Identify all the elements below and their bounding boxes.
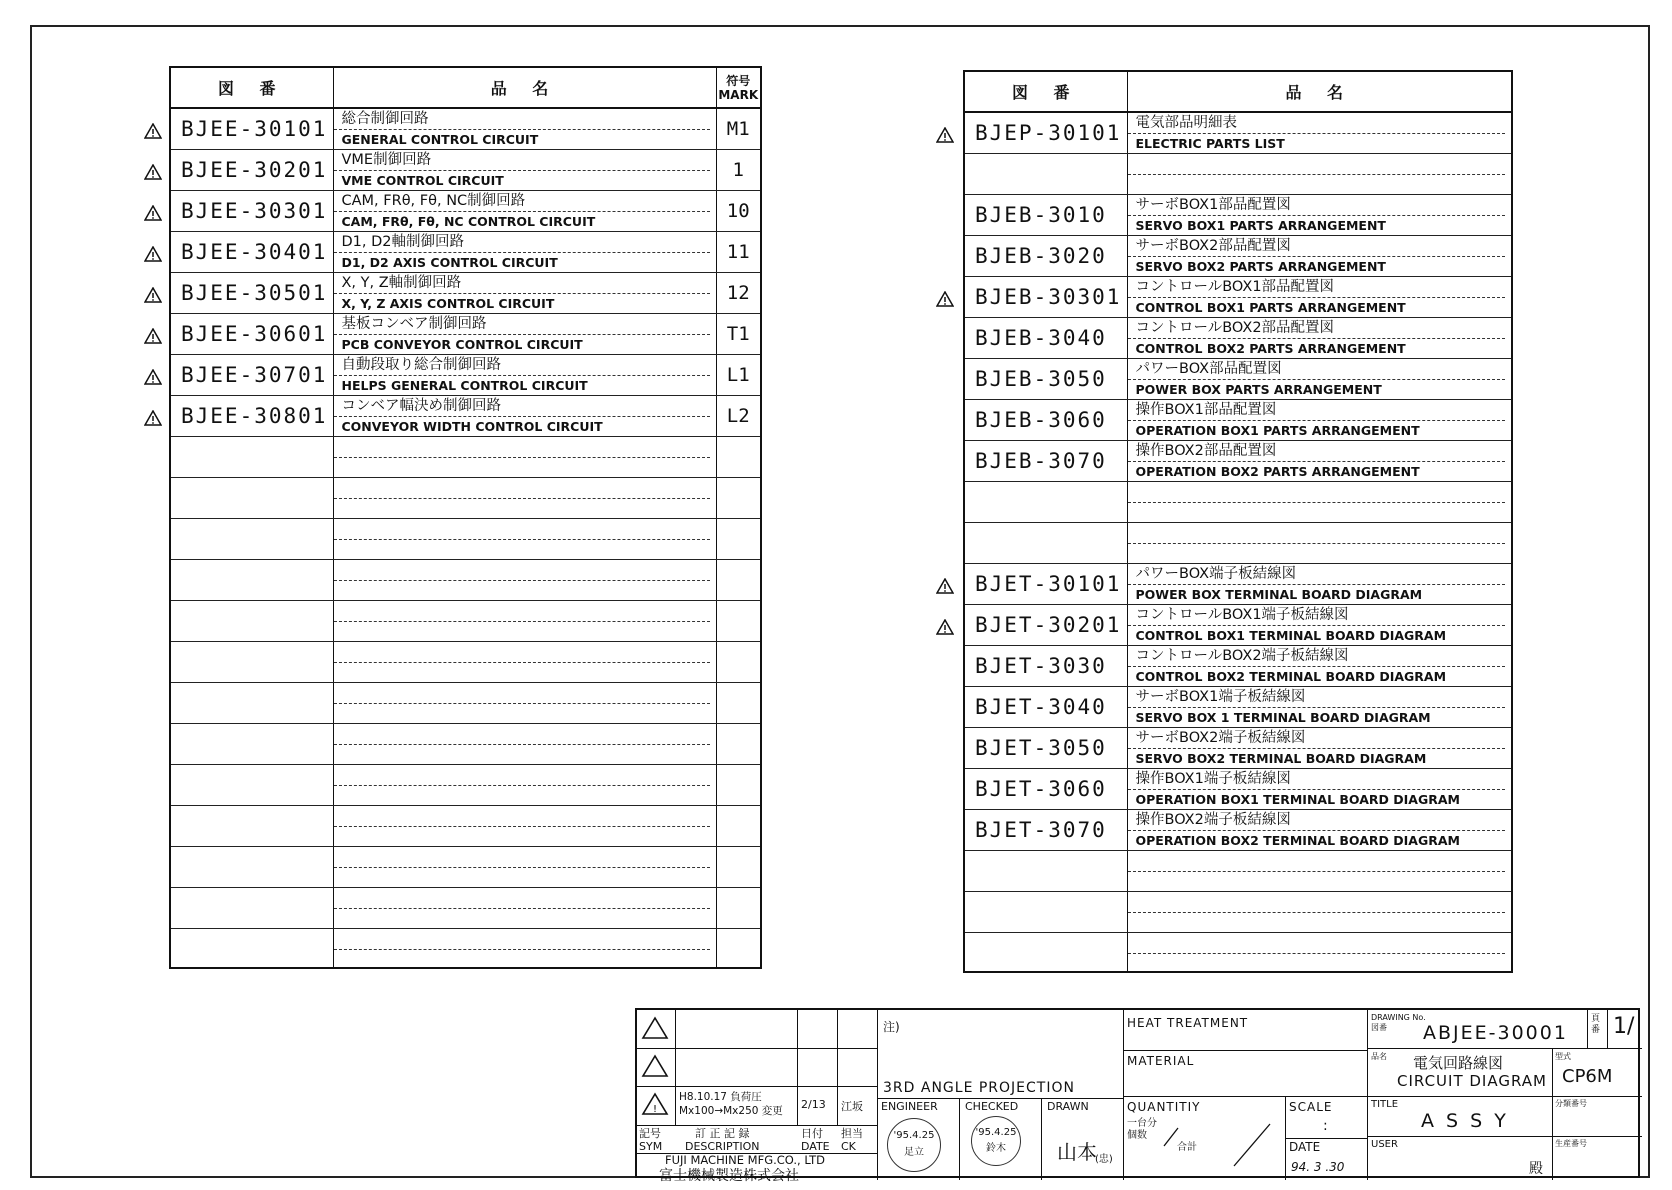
- item-name-jp: [334, 519, 710, 540]
- drawing-number: BJET-3050: [965, 728, 1127, 769]
- table-row: [965, 482, 1511, 523]
- item-name-jp: 操作BOX2部品配置図: [1128, 441, 1506, 462]
- item-name: [333, 437, 716, 478]
- table-row: [965, 564, 1511, 605]
- item-name-jp: [1128, 851, 1506, 872]
- item-name-jp: CAM, FRθ, Fθ, NC制御回路: [334, 191, 710, 212]
- table-row: [171, 108, 760, 150]
- item-name-jp: [334, 929, 710, 950]
- drawing-number: [965, 933, 1127, 974]
- item-name-en: OPERATION BOX2 PARTS ARRANGEMENT: [1135, 464, 1420, 479]
- model-value: CP6M: [1562, 1066, 1613, 1087]
- drawing-number: [965, 523, 1127, 564]
- item-name-en: GENERAL CONTROL CIRCUIT: [341, 132, 539, 147]
- quantity-total-label: 合計: [1177, 1142, 1197, 1153]
- drawing-number: BJEP-30101: [965, 112, 1127, 154]
- item-name-jp: 操作BOX1部品配置図: [1128, 400, 1506, 421]
- user-suffix: 殿: [1529, 1161, 1543, 1177]
- drawing-number: [171, 437, 333, 478]
- left-drawing-list: [169, 66, 762, 969]
- item-name-en: [1128, 954, 1512, 973]
- table-row: [171, 150, 760, 191]
- drawn-signature: 山本: [1057, 1140, 1097, 1164]
- item-name-en: [334, 581, 716, 600]
- drawing-number: ABJEE-30001: [1423, 1022, 1568, 1044]
- item-name: [1127, 851, 1511, 892]
- item-name-jp: [1128, 892, 1506, 913]
- table-row: [965, 359, 1511, 400]
- item-name-en: CAM, FRθ, Fθ, NC CONTROL CIRCUIT: [341, 214, 596, 229]
- table-row: [965, 318, 1511, 359]
- table-row: [171, 642, 760, 683]
- item-name-en: OPERATION BOX2 TERMINAL BOARD DIAGRAM: [1135, 833, 1460, 848]
- drawing-name-jp: 電気回路線図: [1413, 1054, 1504, 1072]
- revision-symbol-icon: [641, 1092, 669, 1119]
- item-mark: 11: [716, 232, 760, 273]
- item-name-en: SERVO BOX2 PARTS ARRANGEMENT: [1135, 259, 1386, 274]
- revision-warning-icon: [144, 410, 162, 426]
- check-label: 担当 CK: [841, 1127, 863, 1153]
- table-row: [171, 191, 760, 232]
- table-row: [171, 437, 760, 478]
- item-name-en: SERVO BOX2 TERMINAL BOARD DIAGRAM: [1135, 751, 1427, 766]
- item-mark: 10: [716, 191, 760, 232]
- revision-symbol-icon: [641, 1054, 669, 1081]
- drawing-number: BJEE-30101: [171, 108, 333, 150]
- item-name-jp: パワーBOX部品配置図: [1128, 359, 1506, 380]
- item-name-en: OPERATION BOX1 PARTS ARRANGEMENT: [1135, 423, 1420, 438]
- table-row: [171, 806, 760, 847]
- quantity-sub-label: 一台分 個数: [1127, 1118, 1157, 1141]
- item-name: [1127, 564, 1511, 605]
- item-name-en: [334, 622, 716, 641]
- checked-stamp: '95.4.25 鈴木: [971, 1116, 1021, 1166]
- item-name-jp: コントロールBOX2端子板結線図: [1128, 646, 1506, 667]
- item-name-en: POWER BOX TERMINAL BOARD DIAGRAM: [1135, 587, 1423, 602]
- table-row: [965, 646, 1511, 687]
- item-name-jp: [1128, 523, 1506, 544]
- revision-warning-icon: [936, 619, 954, 635]
- item-name: [1127, 933, 1511, 974]
- drawing-number: BJEE-30401: [171, 232, 333, 273]
- item-name: [333, 108, 716, 150]
- drawing-number: BJEE-30801: [171, 396, 333, 437]
- item-name-en: [1128, 175, 1512, 194]
- table-row: [171, 601, 760, 642]
- description-label: 訂 正 記 録 DESCRIPTION: [685, 1127, 760, 1153]
- right-drawing-list: [963, 70, 1513, 973]
- item-name-jp: D1, D2軸制御回路: [334, 232, 710, 253]
- table-row: [965, 892, 1511, 933]
- item-name-jp: [334, 806, 710, 827]
- drawing-number: [171, 478, 333, 519]
- table-row: [171, 724, 760, 765]
- item-mark: 1: [716, 150, 760, 191]
- material-label: MATERIAL: [1127, 1054, 1195, 1068]
- quantity-label: QUANTITIY: [1127, 1100, 1201, 1114]
- header-drawing-no: 図 番: [171, 68, 333, 108]
- revision-warning-icon: [144, 287, 162, 303]
- item-name-jp: [334, 478, 710, 499]
- item-name: [333, 601, 716, 642]
- company-name-jp: 富士機械製造株式会社: [659, 1168, 799, 1184]
- item-name: [1127, 892, 1511, 933]
- item-name: [1127, 154, 1511, 195]
- revision-date: 2/13: [801, 1098, 826, 1111]
- item-name-en: [334, 499, 716, 518]
- sheet-number: 1/: [1613, 1014, 1635, 1039]
- drawing-number: BJEE-30201: [171, 150, 333, 191]
- table-row: [171, 232, 760, 273]
- item-name: [1127, 318, 1511, 359]
- drawing-number: [171, 806, 333, 847]
- engineer-stamp: '95.4.25 足立: [887, 1118, 941, 1172]
- item-name: [333, 724, 716, 765]
- drawing-number: BJET-3070: [965, 810, 1127, 851]
- model-label: 型式: [1555, 1052, 1571, 1061]
- table-row: [171, 273, 760, 314]
- company-name-en: FUJI MACHINE MFG.CO., LTD: [665, 1153, 826, 1167]
- drawing-number: BJET-30101: [965, 564, 1127, 605]
- item-mark: [716, 847, 760, 888]
- revision-warning-icon: [936, 127, 954, 143]
- revision-warning-icon: [936, 291, 954, 307]
- table-row: [171, 929, 760, 970]
- item-name: [1127, 646, 1511, 687]
- item-name-en: [1128, 872, 1512, 891]
- drawing-number: [171, 929, 333, 970]
- item-name-en: SERVO BOX1 PARTS ARRANGEMENT: [1135, 218, 1386, 233]
- item-name-en: [1128, 913, 1512, 932]
- item-name-en: CONTROL BOX2 TERMINAL BOARD DIAGRAM: [1135, 669, 1447, 684]
- title-label: TITLE: [1371, 1099, 1399, 1110]
- table-row: [965, 810, 1511, 851]
- item-name-jp: コントロールBOX1端子板結線図: [1128, 605, 1506, 626]
- drawing-number: [965, 154, 1127, 195]
- item-name-jp: コンベア幅決め制御回路: [334, 396, 710, 417]
- scale-value: :: [1323, 1118, 1328, 1134]
- drawing-number: BJEB-3020: [965, 236, 1127, 277]
- item-name-en: PCB CONVEYOR CONTROL CIRCUIT: [341, 337, 583, 352]
- revision-warning-icon: [144, 328, 162, 344]
- item-name-en: X, Y, Z AXIS CONTROL CIRCUIT: [341, 296, 555, 311]
- table-row: [171, 314, 760, 355]
- item-name-jp: [334, 560, 710, 581]
- item-name: [333, 355, 716, 396]
- revision-description: H8.10.17 負荷圧Mx100→Mx250 変更: [679, 1091, 783, 1117]
- item-name-jp: コントロールBOX1部品配置図: [1128, 277, 1506, 298]
- item-mark: [716, 601, 760, 642]
- revision-symbol-icon: [641, 1016, 669, 1043]
- item-mark: [716, 642, 760, 683]
- drawing-number: BJEB-3010: [965, 195, 1127, 236]
- item-name-en: [334, 827, 716, 846]
- name-jp-label: 品名: [1371, 1052, 1387, 1061]
- item-name: [333, 191, 716, 232]
- item-name: [1127, 277, 1511, 318]
- item-name: [1127, 482, 1511, 523]
- table-row: [171, 396, 760, 437]
- checked-label: CHECKED: [965, 1100, 1019, 1113]
- revision-warning-icon: [144, 164, 162, 180]
- drawing-number: [171, 642, 333, 683]
- svg-text:!: !: [652, 1104, 658, 1115]
- item-name-en: HELPS GENERAL CONTROL CIRCUIT: [341, 378, 588, 393]
- drawing-number: [171, 519, 333, 560]
- item-mark: T1: [716, 314, 760, 355]
- header-drawing-no: 図 番: [965, 72, 1127, 112]
- item-name: [1127, 359, 1511, 400]
- table-row: [171, 560, 760, 601]
- item-mark: [716, 560, 760, 601]
- item-mark: [716, 929, 760, 970]
- date-label: 日付 DATE: [801, 1127, 830, 1153]
- item-name: [1127, 687, 1511, 728]
- item-name-en: [334, 786, 716, 805]
- drawing-number: BJEB-3060: [965, 400, 1127, 441]
- item-name-jp: [1128, 933, 1506, 954]
- item-name-jp: 基板コンベア制御回路: [334, 314, 710, 335]
- drawing-number: BJET-3040: [965, 687, 1127, 728]
- drawing-number: BJET-3030: [965, 646, 1127, 687]
- item-name-jp: [334, 765, 710, 786]
- table-row: [965, 728, 1511, 769]
- drawing-name-en: CIRCUIT DIAGRAM: [1397, 1072, 1547, 1090]
- item-name: [1127, 523, 1511, 564]
- table-row: [965, 277, 1511, 318]
- drawing-number: [965, 482, 1127, 523]
- table-row: [171, 519, 760, 560]
- item-name-jp: サーボBOX2部品配置図: [1128, 236, 1506, 257]
- drawing-number: BJEB-30301: [965, 277, 1127, 318]
- item-name: [333, 806, 716, 847]
- item-mark: [716, 683, 760, 724]
- item-name-en: ELECTRIC PARTS LIST: [1135, 136, 1285, 151]
- item-name-jp: コントロールBOX2部品配置図: [1128, 318, 1506, 339]
- item-name: [1127, 236, 1511, 277]
- drawing-number: [171, 847, 333, 888]
- drawn-label: DRAWN: [1047, 1100, 1089, 1113]
- item-name-en: CONTROL BOX1 PARTS ARRANGEMENT: [1135, 300, 1406, 315]
- item-name: [1127, 195, 1511, 236]
- item-name: [333, 683, 716, 724]
- table-row: [965, 851, 1511, 892]
- item-name: [333, 560, 716, 601]
- item-name-en: [334, 540, 716, 559]
- sheet-label: 頁 番: [1591, 1014, 1601, 1035]
- drawing-number: [171, 765, 333, 806]
- item-name-en: [334, 704, 716, 723]
- item-name-en: [334, 745, 716, 764]
- item-name-jp: サーボBOX1部品配置図: [1128, 195, 1506, 216]
- date-value: 94. 3 .30: [1291, 1160, 1345, 1174]
- item-name: [1127, 810, 1511, 851]
- item-name: [1127, 769, 1511, 810]
- item-name-jp: 電気部品明細表: [1128, 113, 1506, 134]
- drawing-number: BJET-3060: [965, 769, 1127, 810]
- engineer-label: ENGINEER: [881, 1100, 938, 1113]
- item-name-en: [1128, 544, 1512, 563]
- revision-warning-icon: [936, 578, 954, 594]
- item-name: [333, 314, 716, 355]
- item-mark: [716, 765, 760, 806]
- revision-warning-icon: [144, 205, 162, 221]
- item-name-jp: 操作BOX1端子板結線図: [1128, 769, 1506, 790]
- item-name: [1127, 605, 1511, 646]
- item-name-jp: X, Y, Z軸制御回路: [334, 273, 710, 294]
- table-row: [965, 195, 1511, 236]
- item-name-jp: パワーBOX端子板結線図: [1128, 564, 1506, 585]
- revision-warning-icon: [144, 369, 162, 385]
- item-mark: [716, 724, 760, 765]
- drawing-number: [171, 560, 333, 601]
- production-label: 生産番号: [1555, 1139, 1587, 1148]
- item-name-en: CONVEYOR WIDTH CONTROL CIRCUIT: [341, 419, 603, 434]
- item-name-jp: 操作BOX2端子板結線図: [1128, 810, 1506, 831]
- drawing-number: BJEB-3040: [965, 318, 1127, 359]
- revision-warning-icon: [144, 123, 162, 139]
- item-name: [333, 765, 716, 806]
- drawing-number: [171, 683, 333, 724]
- item-name: [333, 396, 716, 437]
- title-block: [635, 1008, 1640, 1184]
- item-name: [1127, 112, 1511, 154]
- drawing-number: BJEE-30501: [171, 273, 333, 314]
- item-name-en: VME CONTROL CIRCUIT: [341, 173, 504, 188]
- drawing-number: BJEB-3070: [965, 441, 1127, 482]
- note-label: 注): [883, 1020, 900, 1034]
- item-name-en: [334, 909, 716, 928]
- table-row: [965, 605, 1511, 646]
- item-name-en: [334, 458, 716, 477]
- table-row: [965, 933, 1511, 974]
- item-name-en: POWER BOX PARTS ARRANGEMENT: [1135, 382, 1382, 397]
- item-name: [1127, 441, 1511, 482]
- drawing-number: [965, 851, 1127, 892]
- drawing-number: [171, 888, 333, 929]
- drawing-no-label: DRAWING No. 図番: [1371, 1013, 1426, 1032]
- table-row: [965, 687, 1511, 728]
- drawing-number: BJEE-30301: [171, 191, 333, 232]
- revision-warning-icon: [144, 246, 162, 262]
- title-value: A S S Y: [1421, 1110, 1509, 1132]
- item-name-jp: 総合制御回路: [334, 109, 710, 130]
- item-name-en: [334, 663, 716, 682]
- item-name-jp: [334, 642, 710, 663]
- table-row: [965, 769, 1511, 810]
- item-name-en: OPERATION BOX1 TERMINAL BOARD DIAGRAM: [1135, 792, 1460, 807]
- item-name-jp: [1128, 154, 1506, 175]
- table-row: [965, 523, 1511, 564]
- item-name-jp: サーボBOX1端子板結線図: [1128, 687, 1506, 708]
- drawing-number: [171, 724, 333, 765]
- table-row: [965, 441, 1511, 482]
- table-row: [965, 154, 1511, 195]
- table-row: [965, 112, 1511, 154]
- item-name-jp: [334, 724, 710, 745]
- user-label: USER: [1371, 1139, 1398, 1150]
- table-row: [171, 478, 760, 519]
- item-name: [333, 929, 716, 970]
- item-name-jp: [334, 888, 710, 909]
- table-row: [171, 765, 760, 806]
- drawing-number: BJEB-3050: [965, 359, 1127, 400]
- item-mark: [716, 437, 760, 478]
- drawn-signature-suffix: (忠): [1095, 1154, 1113, 1165]
- scale-label: SCALE: [1289, 1100, 1333, 1114]
- item-mark: [716, 478, 760, 519]
- projection-label: 3RD ANGLE PROJECTION: [883, 1080, 1075, 1096]
- item-name: [333, 150, 716, 191]
- item-name-en: D1, D2 AXIS CONTROL CIRCUIT: [341, 255, 558, 270]
- table-row: [171, 355, 760, 396]
- item-name-jp: [1128, 482, 1506, 503]
- header-name: 品 名: [333, 68, 716, 108]
- header-mark: 符号 MARK: [716, 68, 760, 108]
- item-mark: 12: [716, 273, 760, 314]
- item-name-jp: サーボBOX2端子板結線図: [1128, 728, 1506, 749]
- item-mark: L2: [716, 396, 760, 437]
- item-name-en: SERVO BOX 1 TERMINAL BOARD DIAGRAM: [1135, 710, 1431, 725]
- drawing-number: [171, 601, 333, 642]
- item-name: [1127, 400, 1511, 441]
- item-name: [1127, 728, 1511, 769]
- item-name-jp: [334, 437, 710, 458]
- item-name: [333, 847, 716, 888]
- item-name: [333, 519, 716, 560]
- quantity-slash-icon: [1152, 1110, 1282, 1170]
- item-name-jp: 自動段取り総合制御回路: [334, 355, 710, 376]
- item-mark: [716, 888, 760, 929]
- heat-treatment-label: HEAT TREATMENT: [1127, 1016, 1249, 1030]
- item-name-jp: [334, 683, 710, 704]
- item-name: [333, 478, 716, 519]
- item-name-en: [334, 950, 716, 969]
- item-name-en: [1128, 503, 1512, 522]
- section-label: 分類番号: [1555, 1099, 1587, 1108]
- drawing-number: BJEE-30601: [171, 314, 333, 355]
- item-name-jp: [334, 601, 710, 622]
- item-name: [333, 273, 716, 314]
- item-name-jp: [334, 847, 710, 868]
- table-row: [965, 400, 1511, 441]
- table-row: [171, 683, 760, 724]
- drawing-number: [965, 892, 1127, 933]
- item-name: [333, 888, 716, 929]
- revision-by: 江坂: [841, 1100, 863, 1113]
- item-name-en: [334, 868, 716, 887]
- item-name-en: CONTROL BOX2 PARTS ARRANGEMENT: [1135, 341, 1406, 356]
- table-row: [171, 847, 760, 888]
- table-row: [171, 888, 760, 929]
- item-name: [333, 232, 716, 273]
- drawing-number: BJET-30201: [965, 605, 1127, 646]
- item-name: [333, 642, 716, 683]
- sym-label: 記号 SYM: [639, 1127, 663, 1153]
- table-row: [965, 236, 1511, 277]
- header-name: 品 名: [1127, 72, 1511, 112]
- item-name-jp: VME制御回路: [334, 150, 710, 171]
- drawing-number: BJEE-30701: [171, 355, 333, 396]
- item-mark: L1: [716, 355, 760, 396]
- date-field-label: DATE: [1289, 1140, 1321, 1154]
- item-mark: [716, 519, 760, 560]
- item-name-en: CONTROL BOX1 TERMINAL BOARD DIAGRAM: [1135, 628, 1447, 643]
- item-mark: [716, 806, 760, 847]
- item-mark: M1: [716, 108, 760, 150]
